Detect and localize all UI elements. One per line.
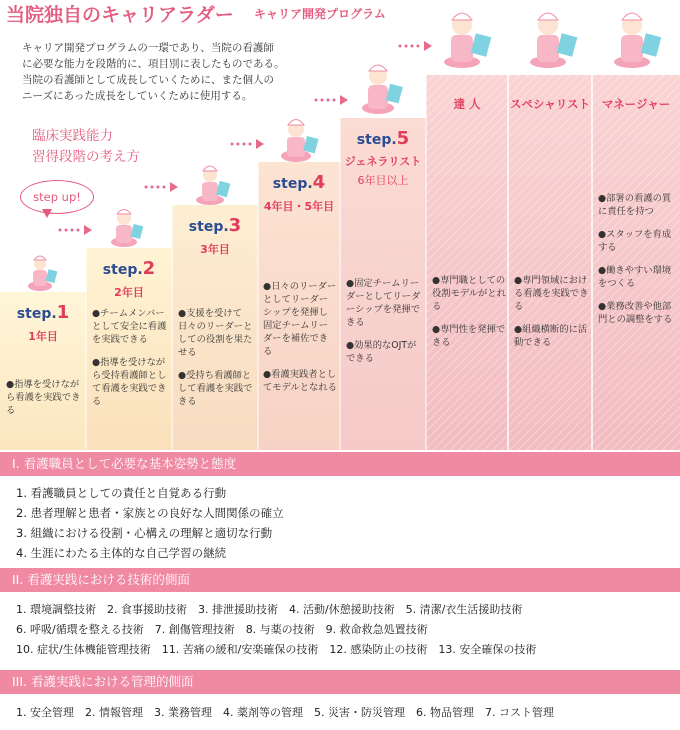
nurse-icon <box>362 65 403 114</box>
step-3-year: 3年目 <box>200 243 230 256</box>
section-1-item: 3. 組織における役割・心構えの理解と適切な行動 <box>16 526 273 540</box>
step-2-year: 2年目 <box>114 286 144 299</box>
nurse-icon <box>614 13 661 68</box>
section-1-item: 1. 看護職員としての責任と自覚ある行動 <box>16 486 227 500</box>
nurse-icon <box>281 120 319 163</box>
section-2-heading: II. 看護実践における技術的側面 <box>0 568 680 592</box>
column-expert-title: 達 人 <box>453 97 481 111</box>
intro-line: ニーズにあった成長をしていくために使用する。 <box>22 90 253 102</box>
nurse-icon <box>196 166 230 205</box>
section-1-item: 4. 生涯にわたる主体的な自己学習の継続 <box>16 546 227 560</box>
step-3-desc: ●支援を受けて日々のリーダーとしての役割を果たせる ●受持ち看護師として看護を実践できる <box>178 308 253 407</box>
section-3-heading: III. 看護実践における管理的側面 <box>0 670 680 694</box>
intro-line: キャリア開発プログラムの一環であり、当院の看護師 <box>22 42 274 54</box>
step-3-label: step.3 <box>188 215 242 236</box>
step-1-year: 1年目 <box>28 330 58 343</box>
step-4-desc: ●日々のリーダーとしてリーダーシップを発揮し固定チームリーダーを補佐できる ●看護実践者としてモデルとなれる <box>263 281 337 393</box>
step-4-label: step.4 <box>272 172 326 193</box>
clinical-line-1: 臨床実践能力 <box>32 128 113 144</box>
section-2-item: 1. 環境調整技術 2. 食事援助技術 3. 排泄援助技術 4. 活動/休憩援助技術 5. 清潔/衣生活援助技術 <box>16 603 523 616</box>
step-5-label: step.5 <box>356 128 410 149</box>
nurse-icon <box>444 13 491 68</box>
column-specialist-title: スペシャリスト <box>509 97 591 111</box>
section-2-item: 10. 症状/生体機能管理技術 11. 苦痛の緩和/安楽確保の技術 12. 感染防止の技術 13. 安全確保の技術 <box>16 643 537 656</box>
column-specialist-desc: ●専門領域における看護を実践できる ●組織横断的に活動できる <box>514 275 589 348</box>
intro-line: 当院の看護師として成長していくために、また個人の <box>22 74 274 86</box>
column-manager-desc: ●部署の看護の質に責任を持つ ●スタッフを育成する ●働きやすい環境をつくる ●業務改善や他部門との調整をする <box>598 193 673 325</box>
section-1-heading: I. 看護職員として必要な基本姿勢と態度 <box>0 452 680 476</box>
step-5-year: 6年目以上 <box>357 174 409 187</box>
step-1-desc: ●指導を受けながら看護を実践できる <box>6 379 81 416</box>
page-subtitle: キャリア開発プログラム <box>254 7 386 21</box>
step-2-desc: ●チームメンバーとして安全に看護を実践できる ●指導を受けながら受持看護師として看護を実践できる <box>92 308 167 407</box>
section-3-body <box>0 698 680 728</box>
clinical-line-2: 習得段階の考え方 <box>32 149 140 165</box>
section-3-item: 1. 安全管理 2. 情報管理 3. 業務管理 4. 薬剤等の管理 5. 災害・防災管理 6. 物品管理 7. コスト管理 <box>16 706 554 719</box>
nurse-icon <box>111 210 143 248</box>
step-4-year: 4年目・5年目 <box>263 200 335 213</box>
section-2-item: 6. 呼吸/循環を整える技術 7. 創傷管理技術 8. 与薬の技術 9. 救命救急処置技術 <box>16 623 428 636</box>
column-manager-title: マネージャー <box>601 97 671 111</box>
step-5-desc: ●固定チームリーダーとしてリーダーシップを発揮できる ●効果的なOJTができる <box>346 278 421 364</box>
step-2-label: step.2 <box>102 258 156 279</box>
nurse-icon <box>530 13 577 68</box>
section-1-item: 2. 患者理解と患者・家族との良好な人間関係の確立 <box>16 506 284 520</box>
column-expert-desc: ●専門職としての役割モデルがとれる ●専門性を発揮できる <box>432 275 506 348</box>
section-2-body <box>0 596 680 664</box>
section-1-body <box>0 480 680 568</box>
nurse-icon <box>28 256 57 291</box>
step-5-title: ジェネラリスト <box>344 155 422 168</box>
intro-line: に必要な能力を段階的に、項目別に表したものである。 <box>22 58 285 70</box>
page-title: 当院独自のキャリアラダー <box>6 4 234 26</box>
step-1-label: step.1 <box>16 302 70 323</box>
stepup-bubble: step up! <box>20 180 94 214</box>
